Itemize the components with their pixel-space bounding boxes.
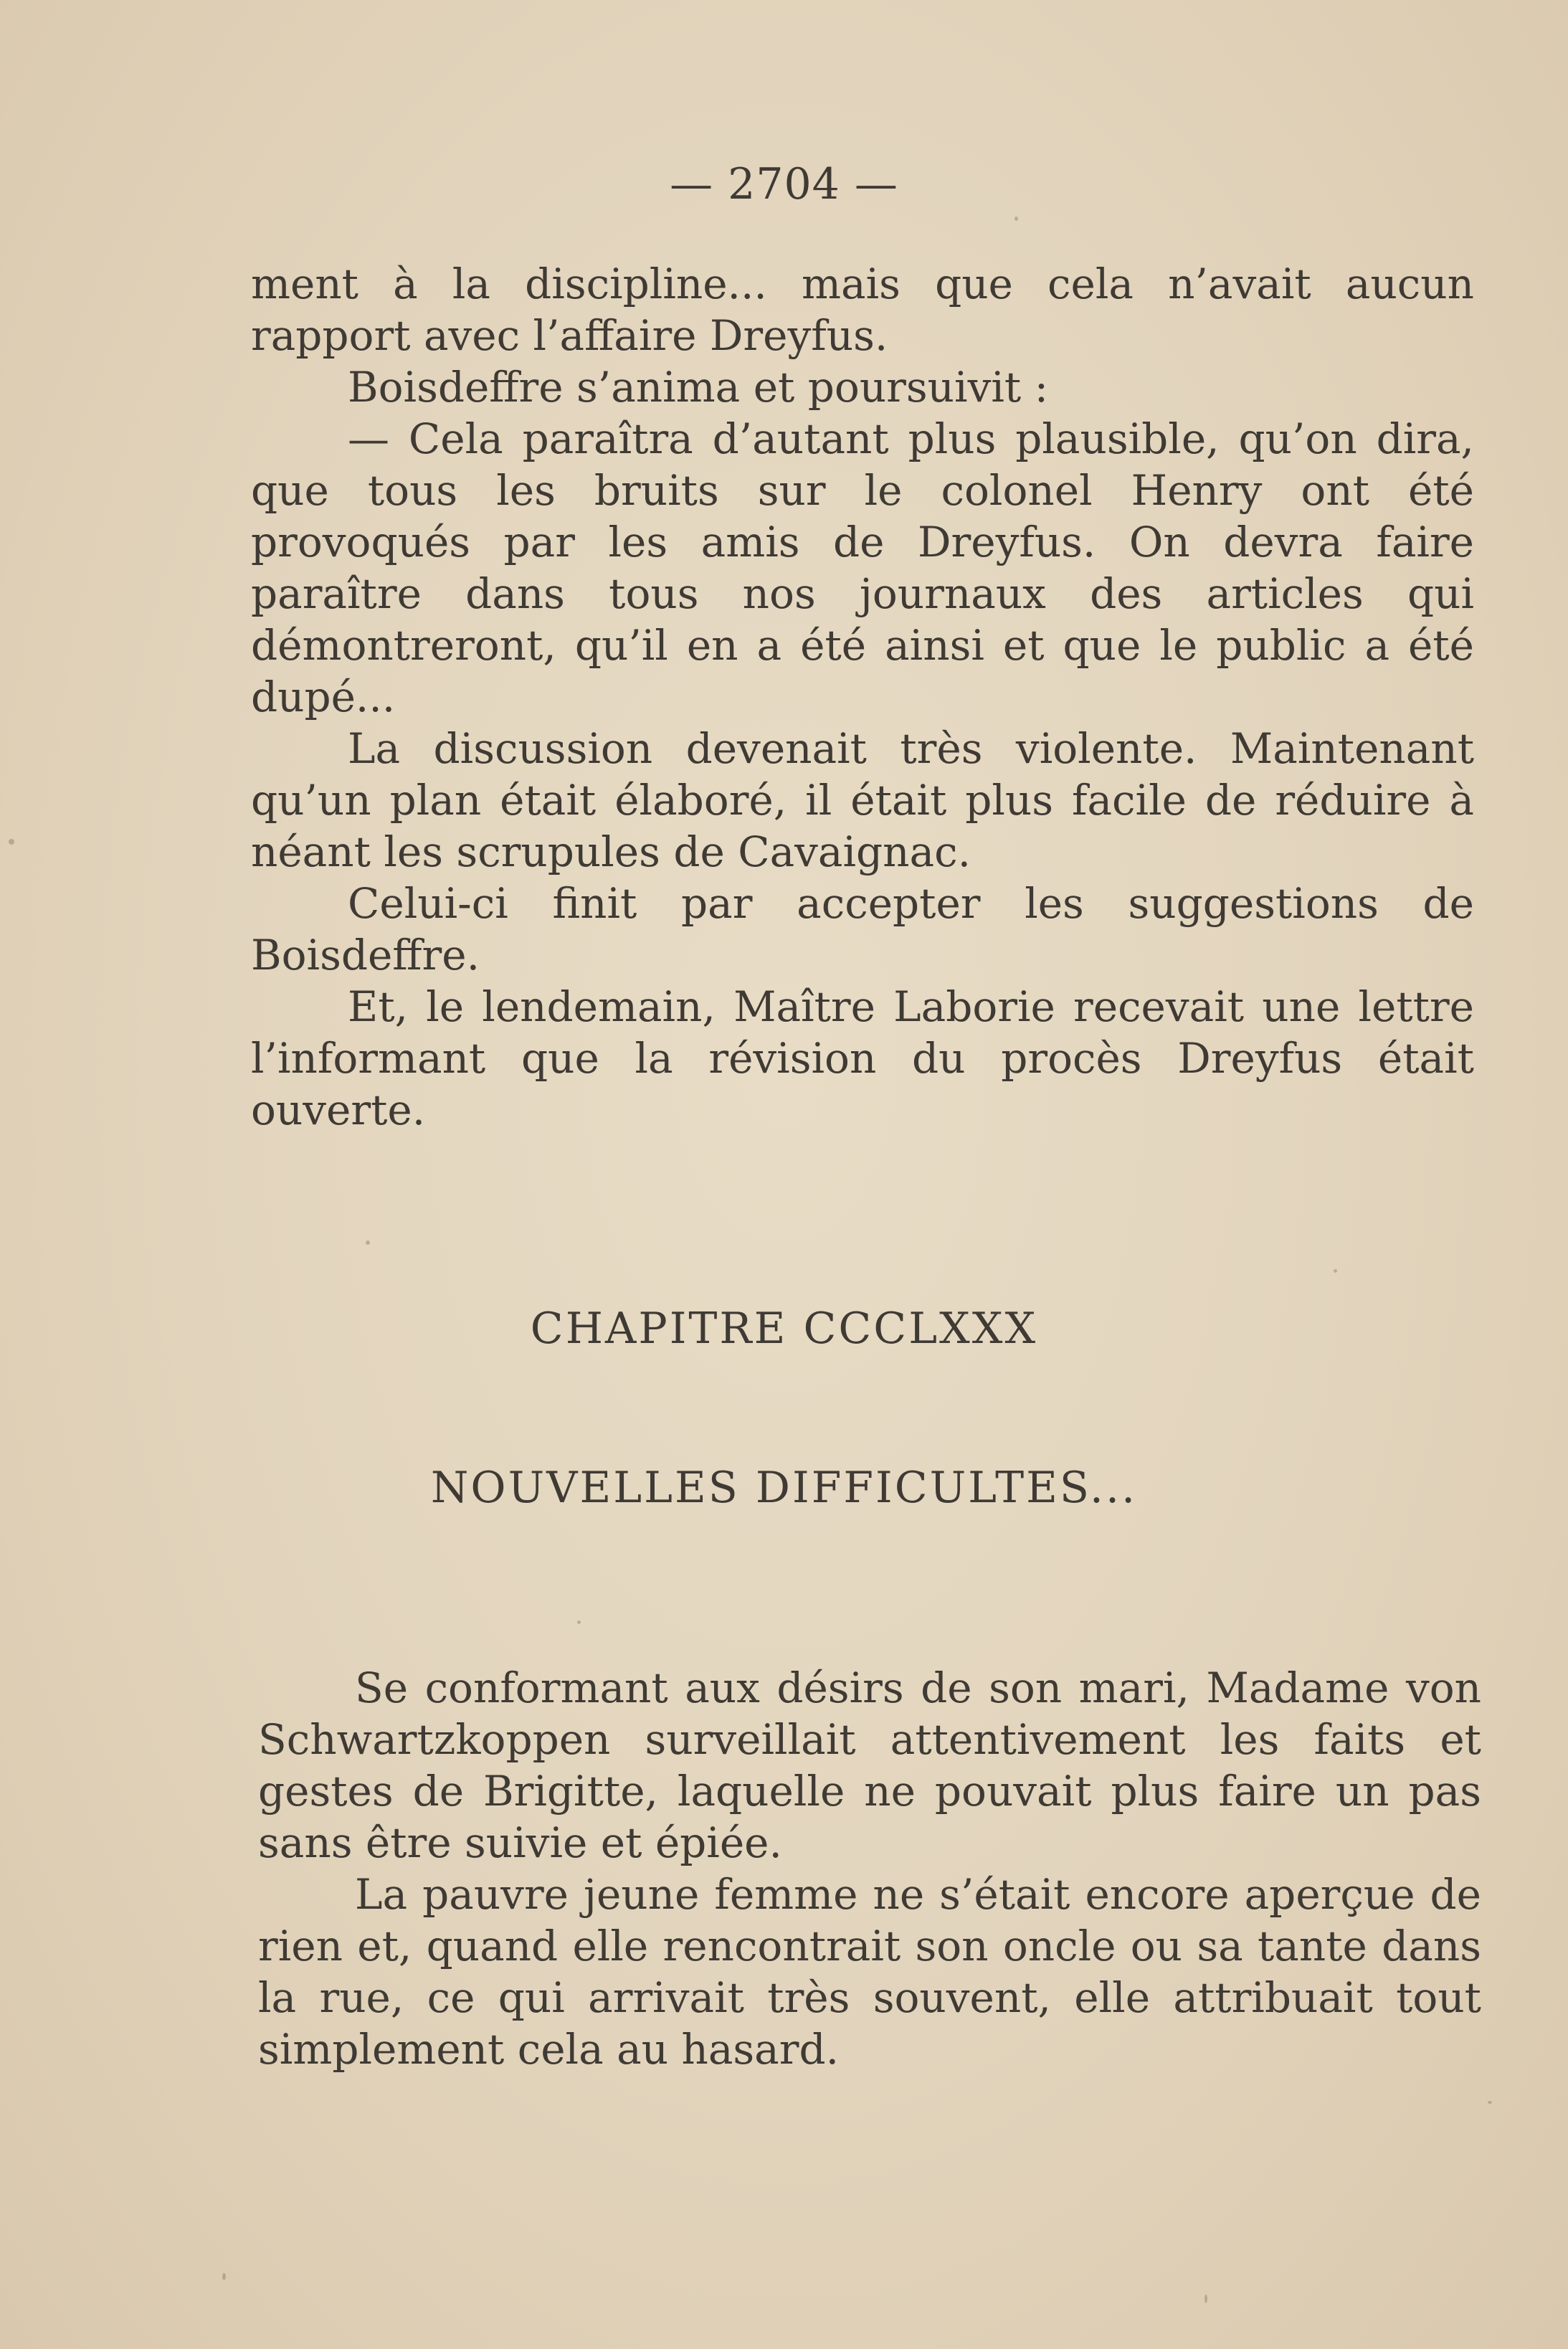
page-number: — 2704 — (670, 159, 898, 209)
paper-speck (366, 1240, 370, 1245)
paragraph: Et, le lendemain, Maître Laborie recevait une lettre l’informant que la révision du procès Dreyfus était ouverte. (251, 982, 1474, 1134)
paper-speck (577, 1620, 581, 1624)
paper-speck (1204, 2295, 1207, 2303)
paragraph-dialogue: — Cela paraîtra d’autant plus plausible, qu’on dira, que tous les bruits sur le colonel Henry ont été provoqués par les amis de Dreyfus. On devra faire paraître dans tous nos journaux des articles qui démontreront, qu’il en a été ainsi et que le public a été dupé... (251, 414, 1474, 721)
paragraph: La pauvre jeune femme ne s’était encore aperçue de rien et, quand elle rencontrait son oncle ou sa tante dans la rue, ce qui arrivait très souvent, elle attribuait tout simplement cela au hasard. (258, 1870, 1481, 2074)
paper-speck (222, 2273, 226, 2280)
chapter-number: CHAPITRE CCCLXXX (530, 1304, 1038, 1354)
chapter-title: NOUVELLES DIFFICULTES... (430, 1463, 1138, 1513)
text-block-before-chapter (251, 258, 1474, 1136)
paper-speck (1015, 217, 1018, 221)
text-block-after-chapter (258, 1662, 1481, 2075)
paper-speck (1334, 1269, 1337, 1273)
paper-speck (9, 839, 14, 845)
paragraph: La discussion devenait très violente. Maintenant qu’un plan était élaboré, il était plus facile de réduire à néant les scrupules de Cavaignac. (251, 724, 1474, 876)
paragraph: Se conformant aux désirs de son mari, Madame von Schwartzkoppen surveillait attentivement les faits et gestes de Brigitte, laquelle ne pouvait plus faire un pas sans être suivie et épiée. (258, 1664, 1481, 1867)
paragraph: Celui-ci finit par accepter les suggestions de Boisdeffre. (251, 879, 1474, 979)
paragraph: Boisdeffre s’anima et poursuivit : (348, 363, 1049, 412)
paper-speck (1488, 2101, 1492, 2104)
paragraph-continuation: ment à la discipline... mais que cela n’avait aucun rapport avec l’affaire Dreyfus. (251, 260, 1474, 360)
